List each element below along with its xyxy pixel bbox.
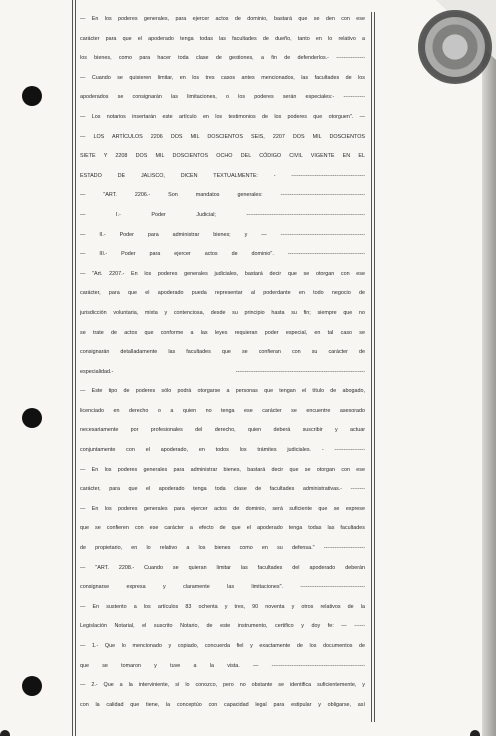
text-line: carácter para que el apoderado tenga todas las facultades de dueño, tanto en lo relativo a [80, 35, 365, 42]
text-line: con la calidad que tiene, la conceptúo con capacidad legal para estipular y obligarse, así [80, 701, 365, 708]
scan-mark [470, 730, 480, 736]
right-margin-line [374, 12, 375, 722]
text-line: que se confieren con ese carácter a efecto de que el apoderado tenga todas las facultades [80, 525, 365, 532]
text-line: especialidad.- ------------------------------------------------------------------------ [80, 368, 365, 375]
text-line: que se tomaron y tuve a la vista. — ---------------------------------------------------- [80, 662, 365, 669]
punch-hole-icon [22, 86, 42, 106]
notary-seal-icon [418, 10, 492, 84]
text-line: — "ART. 2208.- Cuando se quieran limitar las facultades del apoderado deberán [80, 564, 365, 571]
text-line: — En los poderes generales, para ejercer actos de dominio, bastará que se den con ese [80, 16, 365, 22]
text-line: — 1.- Que lo mencionado y copiado, concuerda fiel y exactamente de los documentos de [80, 643, 365, 649]
text-line: ESTADO DE JALISCO, DICEN TEXTUALMENTE: - ----------------------------------------- [80, 172, 365, 179]
text-line: se trate de actos que conforme a las leyes requieran poder especial, en tal caso se [80, 329, 365, 336]
text-line: los bienes, como para hacer toda clase de gestiones, a fin de defenderlos.- ---------------- [80, 55, 365, 62]
text-line: — II.- Poder para administrar bienes; y — ----------------------------------------------- [80, 231, 365, 238]
text-line: Legislación Notarial, el suscrito Notario, de este instrumento, certifico y doy fe: — ------ [80, 623, 365, 630]
text-line: necesariamente por profesionales del derecho, quien deberá suscribir y actuar [80, 427, 365, 434]
text-line: — En los poderes generales para administrar bienes, bastará decir que se otorgan con ese [80, 466, 365, 473]
text-line: — LOS ARTÍCULOS 2206 DOS MIL DOSCIENTOS SEIS, 2207 DOS MIL DOSCIENTOS [80, 133, 365, 140]
left-margin-line [75, 0, 76, 736]
text-line: — 2.- Que a la interviniente, sí lo conozco, pero no obstante se identifica suficientemente, y [80, 682, 365, 689]
punch-hole-icon [22, 408, 42, 428]
text-line: — En sustento a los artículos 83 ochenta y tres, 90 noventa y otros relativos de la [80, 603, 365, 610]
notarial-text-body [80, 10, 365, 715]
text-line: — Los notarios insertarán este artículo en los testimonios de los poderes que otorguen". — [80, 113, 365, 120]
text-line: de propietario, en lo relativo a los bienes como en su defensa." ----------------------- [80, 545, 365, 552]
text-line: conjuntamente con el apoderado, en todos los trámites judiciales. - ----------------- [80, 447, 365, 454]
text-line: carácter, para que el apoderado tenga toda clase de facultades administrativas.- -------- [80, 486, 365, 493]
text-line: — I.- Poder Judicial; ------------------------------------------------------------------ [80, 211, 365, 218]
text-line: carácter, para que el apoderado pueda representar al poderdante en todo negocio de [80, 290, 365, 297]
text-line: jurisdicción voluntaria, mixta y contenciosa, desde su principio hasta su fin; siempre que no [80, 309, 365, 316]
page-edge-shadow [482, 0, 496, 736]
text-line: — "Art. 2207.- En los poderes generales judiciales, bastará decir que se otorgan con ese [80, 270, 365, 277]
text-line: SIETE Y 2208 DOS MIL DOSCIENTOS OCHO DEL CÓDIGO CIVIL VIGENTE EN EL [80, 153, 365, 160]
text-line: — Cuando se quisieren limitar, en los tres casos antes mencionados, las facultades de los [80, 74, 365, 81]
text-line: — "ART. 2206.- Son mandatos generales: ----------------------------------------------- [80, 192, 365, 199]
text-line: — Este tipo de poderes sólo podrá otorgarse a personas que tengan el título de abogado, [80, 388, 365, 395]
scan-mark [0, 730, 10, 736]
text-line: consignarse expresa y claramente las limitaciones". ------------------------------------ [80, 584, 365, 591]
text-line: licenciado en derecho o a quien no tenga ese carácter se encuentre asesorado [80, 407, 365, 414]
text-line: apoderados se consignarán las limitaciones, o los poderes serán especiales:- ------------ [80, 94, 365, 101]
text-line: — En los poderes generales para ejercer actos de dominio, será suficiente que se exprese [80, 505, 365, 512]
text-line: consignarán detalladamente las facultades que se confieran con su carácter de [80, 349, 365, 356]
left-margin-line [72, 0, 73, 736]
right-margin-line [371, 12, 372, 722]
punch-hole-icon [22, 676, 42, 696]
text-line: — III.- Poder para ejercer actos de dominio". ------------------------------------------- [80, 251, 365, 258]
